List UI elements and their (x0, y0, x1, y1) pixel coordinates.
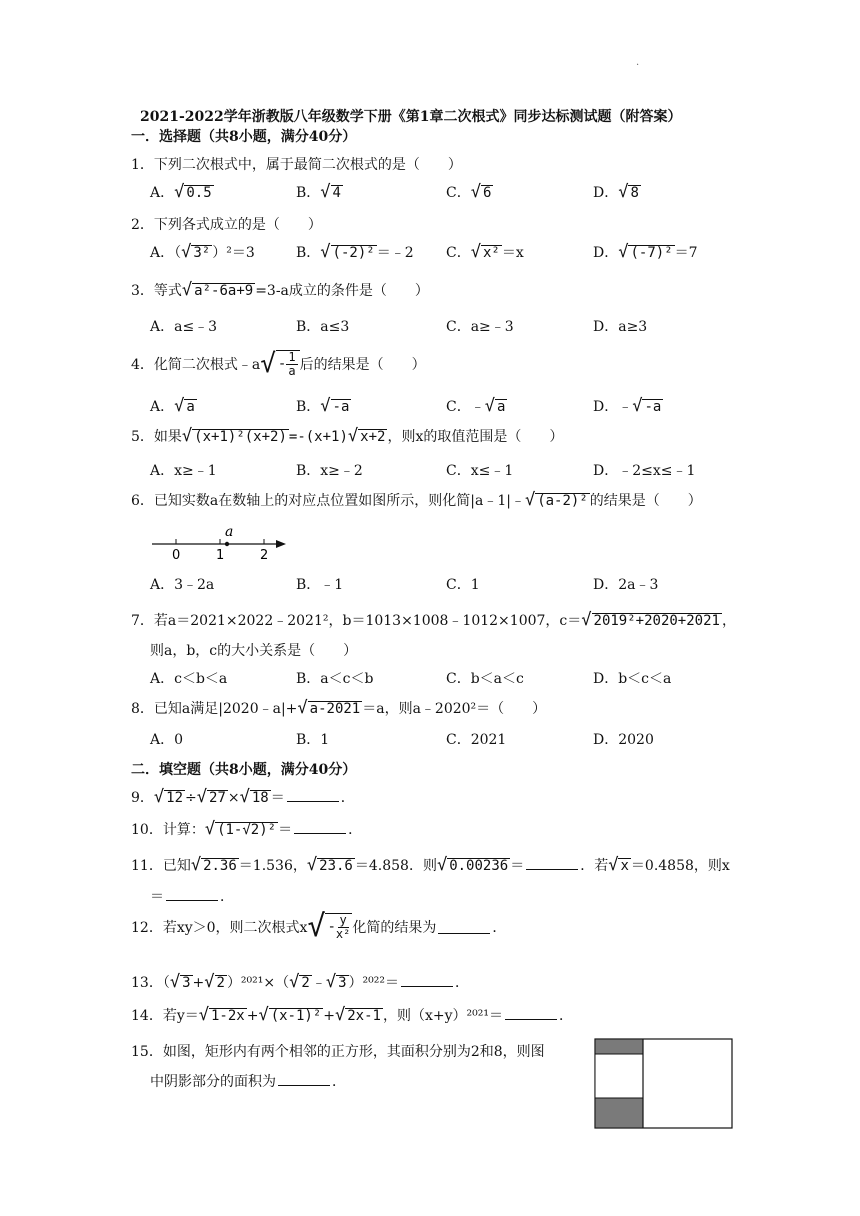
radicand (325, 913, 352, 940)
q6-option-d: D．2a﹣3 (593, 577, 659, 593)
q8-option-c: C．2021 (446, 732, 507, 748)
answer-blank[interactable] (294, 821, 346, 834)
number-line-figure (150, 522, 290, 564)
text: ，则x的取值范围是（ ） (387, 429, 564, 445)
radicand: (1-√2)² (217, 822, 277, 839)
text: ． (558, 1008, 573, 1024)
denominator: a (288, 363, 296, 378)
radical: √ a (174, 396, 195, 416)
radical: √ (-7)² (618, 242, 673, 262)
text: ）²⁰²¹×（ (226, 975, 290, 991)
rectangle-squares-figure (594, 1038, 734, 1130)
text: + (246, 1008, 259, 1024)
text: ＝4.858．则 (354, 858, 437, 874)
question-15-line2 (150, 1071, 346, 1091)
radical: √ x² (470, 242, 500, 262)
denominator: x² (335, 927, 351, 941)
small-square (595, 1054, 643, 1098)
radicand: 3 (338, 975, 347, 992)
question-2-stem: 2．下列各式成立的是（ ） (131, 217, 322, 233)
text: ＝1.536， (238, 858, 307, 874)
label: C．﹣ (446, 399, 485, 415)
question-11 (131, 855, 730, 875)
text: ﹣ (311, 975, 326, 991)
radicand: -a (332, 399, 350, 416)
text: ＝﹣2 (376, 245, 414, 261)
radicand: 2019²+2020+2021 (593, 613, 720, 630)
text: + (323, 1008, 335, 1024)
text: × (227, 790, 240, 806)
q6-option-c: C．1 (446, 577, 480, 593)
text: 中阴影部分的面积为 (150, 1074, 276, 1090)
q5-option-d: D．﹣2≤x≤﹣1 (593, 463, 696, 479)
numerator: 1 (288, 350, 296, 364)
text: ＝0.4858，则x (630, 858, 730, 874)
question-8-stem (131, 698, 546, 718)
q1-option-b (296, 182, 343, 202)
q5-option-a: A．x≥﹣1 (150, 463, 217, 479)
text: 3．等式 (131, 283, 182, 299)
radicand: 2.36 (203, 858, 237, 875)
question-15-line1: 15．如图，矩形内有两个相邻的正方形，其面积分别为2和8，则图 (131, 1044, 545, 1060)
answer-blank[interactable] (278, 1073, 330, 1086)
radicand: (x-1)² (270, 1008, 322, 1025)
answer-blank[interactable] (287, 789, 339, 802)
question-5-stem (131, 426, 563, 446)
text: 8．已知a满足|2020﹣a|+ (131, 701, 298, 717)
numerator: y (339, 913, 347, 928)
text: ． (492, 920, 507, 936)
radical: √ 2 (289, 972, 310, 992)
radical: √ 6 (470, 182, 492, 202)
radicand: 2 (301, 975, 310, 992)
question-4-stem (131, 350, 426, 377)
question-9 (131, 787, 355, 807)
radical: √ x+2 (347, 426, 386, 446)
label: B． (296, 245, 321, 261)
radical: √ 18 (239, 787, 269, 807)
label: C． (446, 185, 471, 201)
text: ＝ (270, 790, 285, 806)
question-13 (131, 972, 469, 992)
text: ． (332, 1074, 346, 1090)
text: =3-a成立的条件是（ ） (255, 283, 429, 299)
question-11-line2 (150, 886, 234, 906)
radicand: 0.5 (186, 185, 212, 202)
question-3-stem (131, 280, 429, 300)
radicand: (-2)² (332, 245, 375, 262)
text: 7．若a＝2021×2022﹣2021²，b＝1013×1008﹣1012×1007，c＝ (131, 613, 582, 629)
tick-label-2: 2 (260, 548, 269, 563)
radical: √ (-2)² (320, 242, 375, 262)
radical: √ 2x-1 (335, 1005, 381, 1025)
q1-option-a (150, 182, 214, 202)
radicand: 27 (209, 790, 226, 807)
text: ＝7 (674, 245, 698, 261)
label: C． (446, 245, 471, 261)
text: ， (721, 613, 736, 629)
text: ＝a，则a﹣2020²＝（ ） (362, 701, 547, 717)
text: ＝ (150, 889, 164, 905)
radical: √ 4 (320, 182, 341, 202)
q7-option-c: C．b＜a＜c (446, 671, 524, 687)
radical: √ (x+1)²(x+2) (181, 426, 287, 446)
radical: √ 1-2x (198, 1005, 245, 1025)
q3-option-b: B．a≤3 (296, 319, 350, 335)
q5-option-b: B．x≥﹣2 (296, 463, 363, 479)
tick-label-0: 0 (172, 548, 181, 563)
question-14 (131, 1005, 573, 1025)
q2-option-d (593, 242, 698, 262)
label: A． (150, 185, 175, 201)
point-a (225, 542, 229, 546)
label: D． (593, 245, 619, 261)
radicand: 6 (482, 185, 492, 202)
text: ． (454, 975, 469, 991)
radical: √ 0.5 (174, 182, 212, 202)
radicand: 3² (193, 245, 211, 262)
answer-blank[interactable] (526, 857, 578, 870)
fraction (336, 914, 350, 940)
header-dot: . (636, 57, 640, 68)
q6-option-a: A．3﹣2a (150, 577, 215, 593)
point-a-label: a (225, 524, 234, 540)
radicand: 23.6 (319, 858, 353, 875)
question-6-stem (131, 490, 702, 510)
q2-option-c (446, 242, 524, 262)
q7-option-a: A．c＜b＜a (150, 671, 228, 687)
q6-option-b: B．﹣1 (296, 577, 344, 593)
radical: √ (x-1)² (258, 1005, 322, 1025)
label: B． (296, 185, 321, 201)
label: B． (296, 399, 321, 415)
text: ）²＝3 (212, 245, 255, 261)
radicand: x (620, 858, 629, 875)
radical: √ 8 (618, 182, 639, 202)
section-fill-heading: 二．填空题（共8小题，满分40分） (131, 762, 357, 778)
question-7-line2: 则a，b，c的大小关系是（ ） (150, 643, 358, 659)
radicand: x² (482, 245, 500, 262)
fraction (286, 351, 297, 377)
q4-option-b (296, 396, 351, 416)
q1-option-c (446, 182, 493, 202)
radicand: 2x-1 (347, 1008, 381, 1025)
radical: √ -a (632, 396, 662, 416)
q3-option-a: A．a≤﹣3 (150, 319, 218, 335)
radical: √ 0.00236 (436, 855, 509, 875)
radical: √ 23.6 (306, 855, 353, 875)
text: ）²⁰²²＝ (348, 975, 399, 991)
question-7-stem (131, 610, 736, 630)
radical: √ 27 (196, 787, 226, 807)
page-title: 2021-2022学年浙教版八年级数学下册《第1章二次根式》同步达标测试题（附答案） (140, 109, 682, 125)
radical: √ (a-2)² (524, 490, 588, 510)
radicand: a (496, 399, 506, 416)
text: 的结果是（ ） (589, 493, 702, 509)
radicand: -a (644, 399, 662, 416)
text-mono: =-(x+1) (288, 429, 348, 445)
text: ． (348, 822, 363, 838)
text: ，则（x+y）²⁰²¹＝ (382, 1008, 503, 1024)
radical: √ - $\frac{1}{a}$ (260, 350, 299, 377)
q3-option-d: D．a≥3 (593, 319, 648, 335)
label: A．（ (150, 245, 182, 261)
question-1-stem: 1．下列二次根式中，属于最简二次根式的是（ ） (131, 157, 462, 173)
minus-sign: - (327, 919, 336, 936)
text: ． (220, 889, 234, 905)
text: 5．如果 (131, 429, 182, 445)
radical: √ 3 (325, 972, 347, 992)
minus-sign: - (277, 355, 287, 372)
shaded-region-bottom (595, 1098, 643, 1128)
radical: √ 3 (169, 972, 191, 992)
question-12 (131, 909, 507, 944)
tick-label-1: 1 (216, 548, 225, 563)
text: 后的结果是（ ） (299, 356, 426, 373)
q7-option-b: B．a＜c＜b (296, 671, 374, 687)
label: A． (150, 399, 175, 415)
label: D．﹣ (593, 399, 633, 415)
radical: √ a²-6a+9 (181, 280, 254, 300)
radical: √ x (608, 855, 629, 875)
text: ÷ (185, 790, 197, 806)
question-10 (131, 819, 362, 839)
radicand: (x+1)²(x+2) (194, 429, 287, 446)
q4-option-c (446, 396, 507, 416)
text: 12．若xy＞0，则二次根式x (131, 920, 308, 936)
text: ．若 (580, 858, 609, 874)
radical: √ 3² (181, 242, 211, 262)
radicand: 12 (166, 790, 184, 807)
answer-blank[interactable] (166, 888, 218, 901)
radicand: (a-2)² (537, 493, 588, 510)
radical: √ 2 (204, 972, 225, 992)
answer-blank[interactable] (505, 1007, 557, 1020)
q2-option-b (296, 242, 414, 262)
q8-option-b: B．1 (296, 732, 330, 748)
answer-blank[interactable] (438, 921, 490, 934)
text: 6．已知实数a在数轴上的对应点位置如图所示，则化简|a﹣1|﹣ (131, 493, 525, 509)
q5-option-c: C．x≤﹣1 (446, 463, 514, 479)
radicand: a²-6a+9 (194, 283, 254, 300)
radicand: 8 (630, 185, 639, 202)
radicand: x+2 (360, 429, 386, 446)
radical: √ - $\frac{y}{\text{x²}}$ (307, 909, 351, 944)
text: 化简的结果为 (352, 920, 437, 936)
text: 11．已知 (131, 858, 191, 874)
label: D． (593, 185, 619, 201)
radical: √ 12 (153, 787, 184, 807)
radicand: 2 (216, 975, 225, 992)
section-choice-heading: 一．选择题（共8小题，满分40分） (131, 129, 357, 145)
text: 13．（ (131, 975, 170, 991)
q8-option-d: D．2020 (593, 732, 654, 748)
text: + (192, 975, 205, 991)
text: 14．若y＝ (131, 1008, 199, 1024)
radical: √ a (484, 396, 506, 416)
q4-option-a (150, 396, 197, 416)
axis-arrow-icon (276, 540, 286, 548)
text: 10．计算： (131, 822, 205, 838)
radicand: a (186, 399, 195, 416)
q1-option-d (593, 182, 641, 202)
radicand: 4 (332, 185, 341, 202)
q7-option-d: D．b＜c＜a (593, 671, 672, 687)
radical: √ 2.36 (190, 855, 237, 875)
text: 9． (131, 790, 154, 806)
text: ＝ (278, 822, 293, 838)
radicand (276, 350, 300, 377)
radicand: 1-2x (210, 1008, 245, 1025)
text: 4．化简二次根式﹣a (131, 356, 261, 373)
radicand: 3 (182, 975, 191, 992)
radical: √ (1-√2)² (204, 819, 277, 839)
q4-option-d (593, 396, 663, 416)
shaded-region-top (595, 1039, 643, 1054)
radical: √ 2019²+2020+2021 (581, 610, 720, 630)
radicand: 0.00236 (449, 858, 509, 875)
radicand: a-2021 (309, 701, 361, 718)
q2-option-a (150, 242, 255, 262)
q3-option-c: C．a≥﹣3 (446, 319, 514, 335)
answer-blank[interactable] (401, 974, 453, 987)
radical: √ -a (320, 396, 350, 416)
text: ＝ (510, 858, 525, 874)
text: ＝x (501, 245, 524, 261)
radicand: 18 (251, 790, 269, 807)
radical: √ a-2021 (297, 698, 361, 718)
text: ． (340, 790, 355, 806)
q8-option-a: A．0 (150, 732, 184, 748)
radicand: (-7)² (630, 245, 673, 262)
